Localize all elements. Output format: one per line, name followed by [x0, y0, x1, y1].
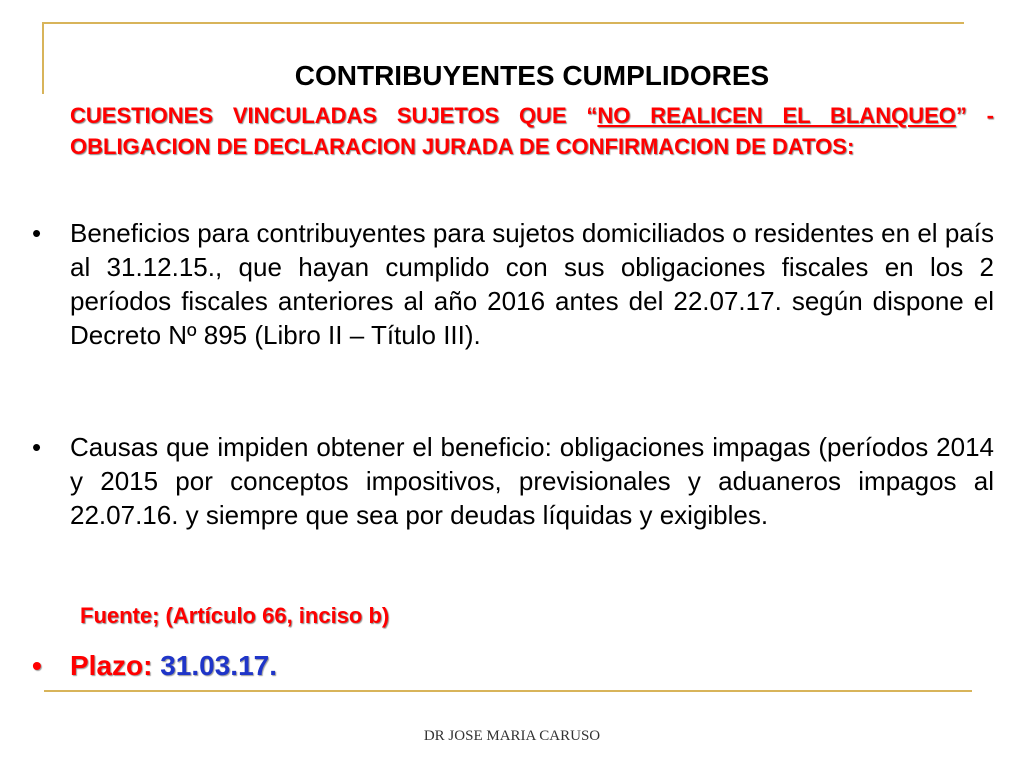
- slide-title: CONTRIBUYENTES CUMPLIDORES: [294, 60, 770, 91]
- top-decorative-rule: [42, 22, 964, 24]
- bullet-symbol: •: [32, 218, 42, 248]
- deadline-value: 31.03.17.: [160, 650, 278, 681]
- source-reference: Fuente; (Artículo 66, inciso b): [80, 603, 390, 628]
- footer-author: DR JOSE MARIA CARUSO: [423, 728, 601, 744]
- bullet-text: Beneficios para contribuyentes para sujetos domiciliados o residentes en el país al 31.12.15., que hayan cumplido con sus obligaciones fiscales en los 2 períodos fiscales anteriores al año 2016 antes del 22.07.17. según dispone el Decreto Nº 895 (Libro II – Título III).: [70, 218, 994, 350]
- subtitle-part1: CUESTIONES VINCULADAS SUJETOS QUE “: [70, 103, 598, 128]
- bullet-benefits: [32, 216, 994, 352]
- bottom-decorative-rule: [44, 690, 972, 692]
- bullet-exclusions: [32, 430, 994, 532]
- subtitle-part2: ” - OBLIGACION DE DECLARACION JURADA DE CONFIRMACION DE DATOS:: [70, 103, 994, 159]
- bullet-text: Causas que impiden obtener el beneficio: obligaciones impagas (períodos 2014 y 2015 por conceptos impositivos, previsionales y aduaneros impagos al 22.07.16. y siempre que sea por deudas líquidas y exigibles.: [70, 432, 994, 530]
- deadline-bullet-symbol: •: [32, 650, 42, 681]
- subtitle-underlined: NO REALICEN EL BLANQUEO: [597, 103, 956, 128]
- deadline-line: [32, 650, 277, 682]
- deadline-label: Plazo:: [70, 650, 161, 681]
- slide-subtitle: [70, 100, 994, 162]
- bullet-symbol: •: [32, 432, 42, 462]
